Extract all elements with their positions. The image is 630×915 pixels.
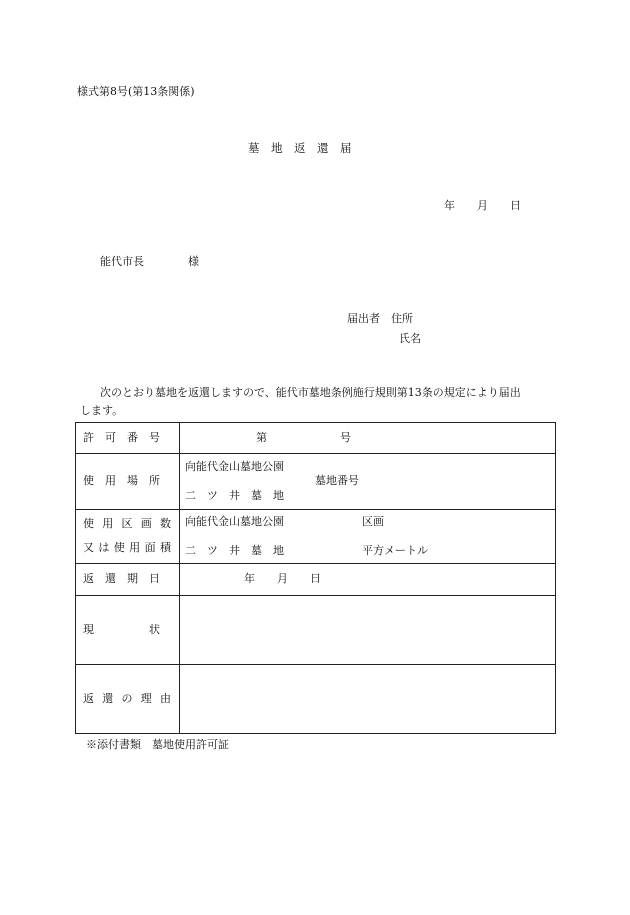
- reason-label: 返 還 の 理 由: [83, 692, 171, 705]
- use-area-label-line2: 又 は 使 用 面 積: [83, 541, 171, 554]
- applicant-name-label: 氏名: [399, 332, 421, 345]
- use-area-unit-2: 平方メートル: [362, 544, 428, 557]
- table-row-divider: [75, 664, 556, 665]
- use-location-cemetery-1: 向能代金山墓地公園: [185, 460, 284, 473]
- table-border-bottom: [75, 733, 556, 734]
- table-border-top: [75, 422, 556, 423]
- permit-number-dai: 第: [256, 431, 267, 444]
- attachments-note: ※添付書類 墓地使用許可証: [86, 738, 229, 751]
- date-line: 年 月 日: [444, 199, 521, 212]
- table-row-divider: [75, 595, 556, 596]
- use-area-unit-1: 区画: [362, 515, 384, 528]
- applicant-address-label: 届出者 住所: [347, 312, 413, 325]
- use-area-cemetery-2: 二 ツ 井 墓 地: [185, 544, 284, 557]
- return-date-label: 返 還 期 日: [83, 572, 160, 585]
- table-border-left: [75, 422, 76, 734]
- use-location-plot-number-label: 墓地番号: [315, 474, 359, 487]
- use-area-label-line1: 使 用 区 画 数: [83, 517, 171, 530]
- table-column-divider: [179, 422, 180, 734]
- use-area-cemetery-1: 向能代金山墓地公園: [185, 515, 284, 528]
- table-border-right: [555, 422, 556, 734]
- table-row-divider: [75, 563, 556, 564]
- table-row-divider: [75, 453, 556, 454]
- use-location-cemetery-2: 二 ツ 井 墓 地: [185, 489, 284, 502]
- addressee: 能代市長 様: [100, 255, 199, 268]
- body-text-line2: します。: [80, 404, 124, 417]
- table-row-divider: [75, 509, 556, 510]
- permit-number-label: 許 可 番 号: [83, 431, 160, 444]
- document-title: 墓 地 返 還 届: [248, 141, 352, 155]
- reason-value[interactable]: [181, 666, 553, 731]
- permit-number-go: 号: [340, 431, 351, 444]
- current-state-value[interactable]: [181, 597, 553, 662]
- current-state-label: 現 状: [83, 623, 160, 636]
- body-text-line1: 次のとおり墓地を返還しますので、能代市墓地条例施行規則第13条の規定により届出: [100, 386, 521, 399]
- use-location-label: 使 用 場 所: [83, 474, 160, 487]
- return-date-value: 年 月 日: [244, 572, 321, 585]
- form-number: 様式第8号(第13条関係): [77, 85, 195, 98]
